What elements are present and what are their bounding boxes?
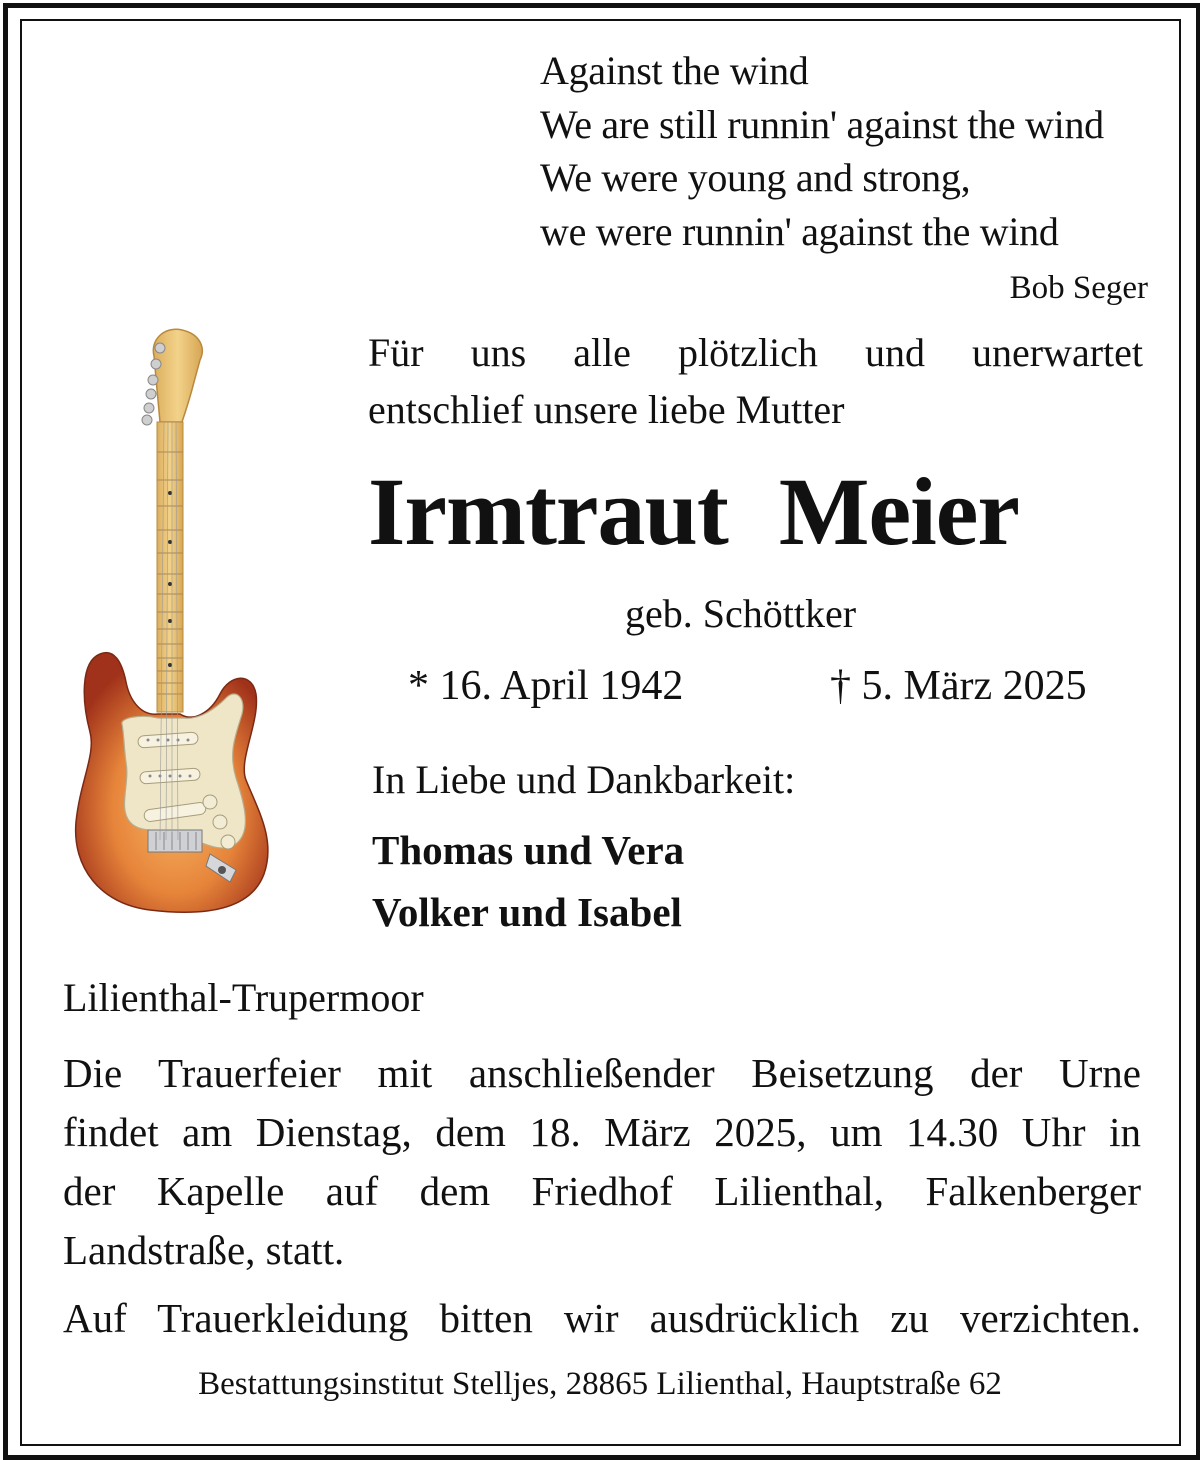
mourner-family: Thomas und Vera — [372, 827, 685, 873]
mourners-intro: In Liebe und Dankbarkeit: — [372, 757, 796, 802]
quote-line: We were young and strong, — [540, 155, 971, 200]
death-date: † 5. März 2025 — [830, 663, 1087, 709]
maiden-name: geb. Schöttker — [625, 591, 857, 636]
quote-author: Bob Seger — [1009, 270, 1148, 306]
quote-line: Against the wind — [540, 48, 809, 93]
ceremony-info — [63, 1044, 1141, 1280]
song-quote — [540, 44, 1104, 258]
undertaker-info: Bestattungsinstitut Stelljes, 28865 Lilienthal, Hauptstraße 62 — [198, 1366, 1002, 1402]
mourning-dress-note: Auf Trauerkleidung bitten wir ausdrücklich zu verzichten. — [63, 1295, 1141, 1341]
birth-date: * 16. April 1942 — [408, 663, 684, 709]
intro-line-1: Für uns alle plötzlich und unerwartet — [368, 330, 1143, 375]
deceased-name: Irmtraut Meier — [368, 458, 1019, 565]
quote-line: We are still runnin' against the wind — [540, 101, 1104, 147]
mourner-family: Volker und Isabel — [372, 889, 682, 935]
ceremony-line: der Kapelle auf dem Friedhof Lilienthal, Falkenberger — [63, 1168, 1141, 1214]
place-name: Lilienthal-Trupermoor — [63, 975, 424, 1020]
intro-line-2: entschlief unsere liebe Mutter — [368, 387, 845, 432]
quote-line: we were runnin' against the wind — [540, 208, 1059, 254]
ceremony-line: findet am Dienstag, dem 18. März 2025, um 14.30 Uhr in — [63, 1109, 1141, 1155]
intro-text — [368, 324, 1143, 438]
ceremony-line: Landstraße, statt. — [63, 1227, 345, 1273]
ceremony-line: Die Trauerfeier mit anschließender Beisetzung der Urne — [63, 1050, 1141, 1096]
electric-guitar-icon — [60, 322, 290, 930]
